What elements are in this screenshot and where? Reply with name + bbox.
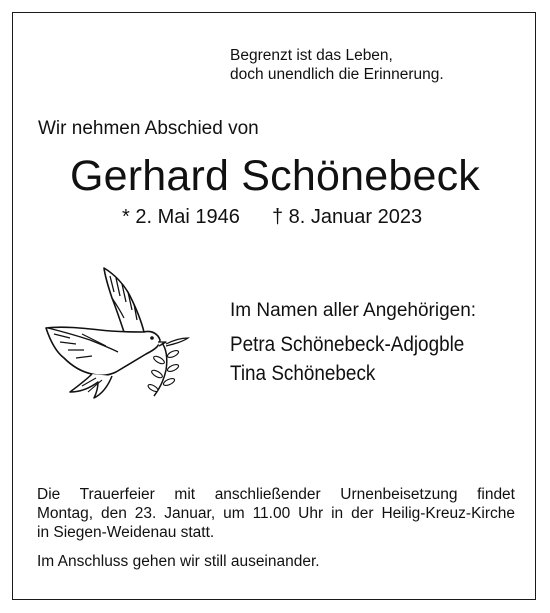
service-line: in Siegen-Weidenau statt.: [37, 524, 215, 541]
closing-note: Im Anschluss gehen wir still auseinander.: [37, 553, 320, 570]
family-members: [230, 330, 490, 388]
family-member: Tina Schönebeck: [230, 362, 376, 385]
intro-text: Wir nehmen Abschied von: [38, 118, 259, 139]
deceased-name: Gerhard Schönebeck: [70, 152, 480, 200]
birth-date: * 2. Mai 1946: [122, 206, 240, 228]
death-date: † 8. Januar 2023: [272, 206, 423, 228]
motto-line: Begrenzt ist das Leben,: [230, 47, 393, 64]
family-heading: Im Namen aller Angehörigen:: [230, 300, 477, 321]
service-line: Die Trauerfeier mit anschließender Urnenbeisetzung findet: [37, 486, 515, 503]
dove-with-olive-branch-icon: [42, 262, 190, 400]
service-line: Montag, den 23. Januar, um 11.00 Uhr in der Heilig-Kreuz-Kirche: [37, 505, 515, 522]
funeral-service-notice: [37, 485, 515, 542]
motto-verse: [230, 46, 444, 84]
family-signature: [230, 300, 490, 388]
family-member: Petra Schönebeck-Adjogble: [230, 333, 465, 356]
motto-line: doch unendlich die Erinnerung.: [230, 66, 444, 83]
